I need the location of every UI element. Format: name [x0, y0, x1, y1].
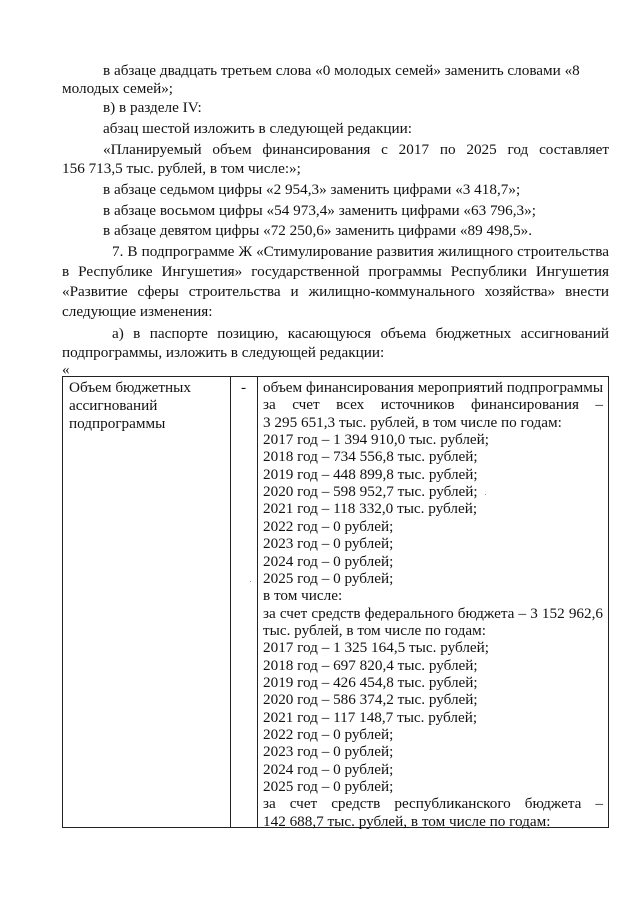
table-value-line: 2023 год – 0 рублей;	[263, 535, 394, 553]
paragraph-line: а) в паспорте позицию, касающуюся объема бюджетных ассигнований	[112, 325, 609, 342]
table-value-line: 2021 год – 117 148,7 тыс. рублей;	[263, 708, 478, 726]
scan-speck	[250, 581, 251, 582]
table-dash: -	[241, 379, 247, 396]
table-label-line: Объем бюджетных	[69, 379, 191, 396]
table-value-line: 2024 год – 0 рублей;	[263, 760, 394, 778]
table-value-line: за счет всех источников финансирования –	[263, 396, 603, 414]
table-value-line: 2023 год – 0 рублей;	[263, 743, 394, 761]
table-value-line: тыс. рублей, в том числе по годам:	[263, 621, 486, 639]
paragraph-line: абзац шестой изложить в следующей редакции:	[103, 120, 412, 137]
paragraph-line: в абзаце девятом цифры «72 250,6» заменить цифрами «89 498,5».	[103, 222, 533, 239]
table-value-line: 2018 год – 734 556,8 тыс. рублей;	[263, 448, 478, 466]
table-value-line: 2024 год – 0 рублей;	[263, 552, 394, 570]
paragraph-line: «Планируемый объем финансирования с 2017 по 2025 год составляет	[103, 141, 609, 158]
table-value-line: за счет средств республиканского бюджета –	[263, 795, 603, 813]
table-value-line: 2022 год – 0 рублей;	[263, 726, 394, 743]
table-value-line: за счет средств федерального бюджета – 3 152 962,6	[263, 604, 603, 622]
table-value-line: 2017 год – 1 325 164,5 тыс. рублей;	[263, 639, 490, 657]
table-value-line: 2025 год – 0 рублей;	[263, 778, 394, 796]
paragraph-line: в абзаце восьмом цифры «54 973,4» заменить цифрами «63 796,3»;	[103, 202, 536, 219]
table-value-line: 2020 год – 586 374,2 тыс. рублей;	[263, 691, 478, 709]
paragraph-line: «Развитие сферы строительства и жилищно-коммунального хозяйства» внести	[62, 283, 609, 300]
table-dash-column	[231, 377, 258, 827]
table-value-line: 2021 год – 118 332,0 тыс. рублей;	[263, 500, 478, 518]
table-value-line: 2020 год – 598 952,7 тыс. рублей;	[263, 483, 478, 501]
paragraph-line: в абзаце двадцать третьем слова «0 молодых семей» заменить словами «8	[103, 62, 580, 79]
paragraph-line: 156 713,5 тыс. рублей, в том числе:»;	[62, 160, 301, 177]
paragraph-line: в) в разделе IV:	[103, 99, 202, 116]
table-label-line: подпрограммы	[69, 415, 166, 432]
table-label-line: ассигнований	[69, 397, 158, 414]
budget-table	[62, 376, 609, 828]
paragraph-line: в абзаце седьмом цифры «2 954,3» заменить цифрами «3 418,7»;	[103, 181, 521, 198]
table-value-line: 2018 год – 697 820,4 тыс. рублей;	[263, 656, 478, 674]
table-value-line: 2017 год – 1 394 910,0 тыс. рублей;	[263, 431, 490, 449]
paragraph-line: молодых семей»;	[62, 80, 174, 97]
table-value-line: 2019 год – 448 899,8 тыс. рублей;	[263, 465, 478, 483]
table-value-line: 2019 год – 426 454,8 тыс. рублей;	[263, 673, 478, 691]
table-value-line: 2022 год – 0 рублей;	[263, 517, 394, 535]
paragraph-line: в Республике Ингушетия» государственной программы Республики Ингушетия	[62, 263, 609, 280]
paragraph-line: следующие изменения:	[62, 303, 213, 320]
table-value-line: 3 295 651,3 тыс. рублей, в том числе по годам:	[263, 413, 562, 431]
table-value-line: 142 688,7 тыс. рублей, в том числе по годам:	[263, 812, 551, 830]
table-value-line: 2025 год – 0 рублей;	[263, 569, 394, 587]
paragraph-line: подпрограммы, изложить в следующей редакции:	[62, 344, 385, 361]
scan-speck	[485, 494, 486, 495]
table-value-line: объем финансирования мероприятий подпрограммы	[263, 379, 604, 396]
table-value-column	[258, 377, 608, 830]
table-label-column	[63, 377, 231, 827]
paragraph-line: 7. В подпрограмме Ж «Стимулирование развития жилищного строительства	[112, 243, 609, 260]
open-quote: «	[62, 361, 70, 378]
table-value-line: в том числе:	[263, 587, 343, 605]
